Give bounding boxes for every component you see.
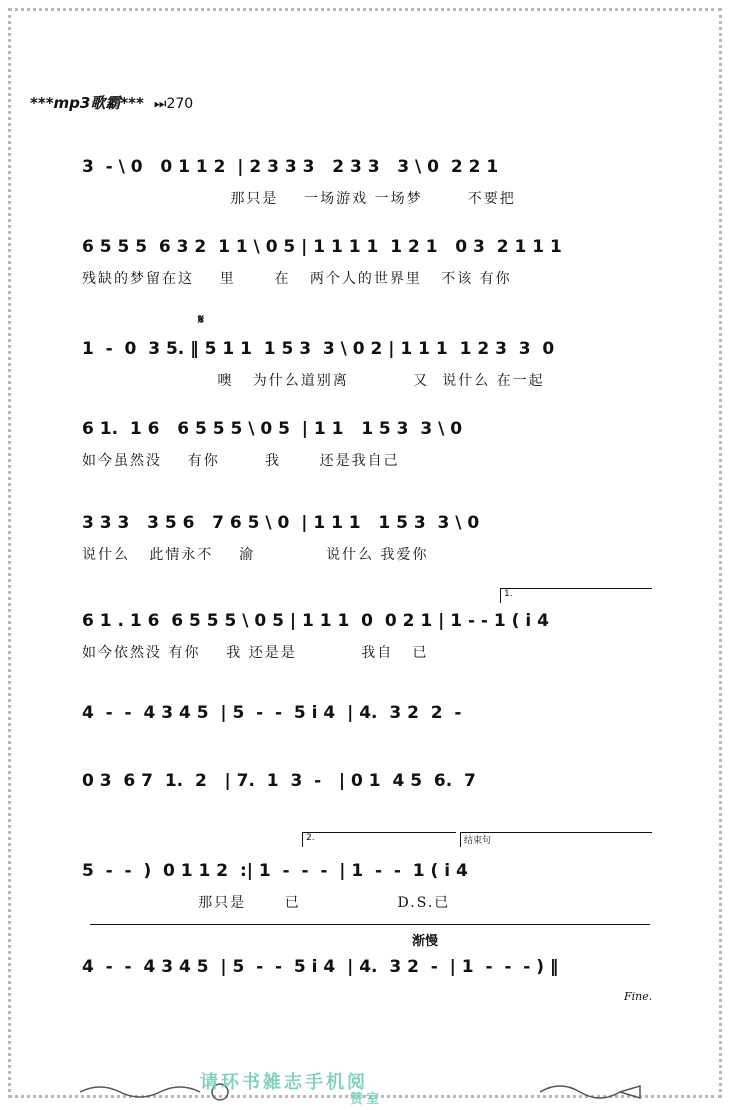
score-system-2 (82, 232, 652, 302)
score-system-1 (82, 152, 652, 222)
lyrics-line: 那只是 已 D.S.已 (82, 895, 451, 911)
score-system-4 (82, 414, 652, 484)
volta-2: 2. (302, 832, 456, 847)
fine-marking: Fine. (624, 990, 653, 1003)
segno-sign: 𝄋 (198, 312, 205, 328)
footer-line-2: 赞室 (350, 1092, 383, 1107)
score-system-9 (82, 856, 652, 926)
lyrics-line: 噢 为什么道别离 又 说什么 在一起 (82, 373, 545, 389)
notes-line: 6 5 5 5 6 3 2 1 1 \ 0 5 | 1 1 1 1 1 2 1 0 3 2 1 1 1 (82, 237, 562, 257)
lyrics-line: 残缺的梦留在这 里 在 两个人的世界里 不该 有你 (82, 271, 512, 287)
notes-line: 3 3 3 3 5 6 7 6 5 \ 0 | 1 1 1 1 5 3 3 \ 0 (82, 513, 480, 533)
lyrics-line: 那只是 一场游戏 一场梦 不要把 (82, 191, 516, 207)
site-watermark: ***mp3歌霸*** (30, 94, 144, 112)
notes-line: 4 - - 4 3 4 5 | 5 - - 5 i 4 | 4. 3 2 2 - (82, 703, 462, 723)
tempo-marking: 渐慢 (412, 934, 439, 949)
volta-1: 1. (500, 588, 652, 603)
score-system-10 (82, 952, 652, 1022)
notes-line: 6 1 . 1 6 6 5 5 5 \ 0 5 | 1 1 1 0 0 2 1 | 1 - - 1 ( i 4 (82, 611, 549, 631)
lyrics-line: 如今虽然没 有你 我 还是我自己 (82, 453, 400, 469)
footer-line-1: 请环书雑志手机阅 (200, 1072, 368, 1093)
lyrics-line: 说什么 此情永不 渝 说什么 我爱你 (82, 547, 429, 563)
score-system-7 (82, 698, 652, 768)
page-header (30, 92, 193, 113)
section-divider (90, 924, 650, 925)
lyrics-line: 如今依然没 有你 我 还是是 我自 已 (82, 645, 429, 661)
score-system-3 (82, 334, 652, 404)
ending-label: 结束句 (460, 832, 652, 847)
page-number: ⏭270 (153, 96, 194, 112)
notes-line: 1 - 0 3 5. ‖ 5 1 1 1 5 3 3 \ 0 2 | 1 1 1 1 2 3 3 0 (82, 339, 555, 359)
score-system-8 (82, 766, 652, 836)
notes-line: 5 - - ) 0 1 1 2 :| 1 - - - | 1 - - 1 ( i 4 (82, 861, 468, 881)
notes-line: 0 3 6 7 1. 2 | 7. 1 3 - | 0 1 4 5 6. 7 (82, 771, 476, 791)
notes-line: 6 1. 1 6 6 5 5 5 \ 0 5 | 1 1 1 5 3 3 \ 0 (82, 419, 463, 439)
footer-banner (80, 1066, 660, 1106)
score-system-6 (82, 606, 652, 676)
score-system-5 (82, 508, 652, 578)
notes-line: 4 - - 4 3 4 5 | 5 - - 5 i 4 | 4. 3 2 - | 1 - - - ) ‖ (82, 957, 559, 977)
notes-line: 3 - \ 0 0 1 1 2 | 2 3 3 3 2 3 3 3 \ 0 2 2 1 (82, 157, 499, 177)
